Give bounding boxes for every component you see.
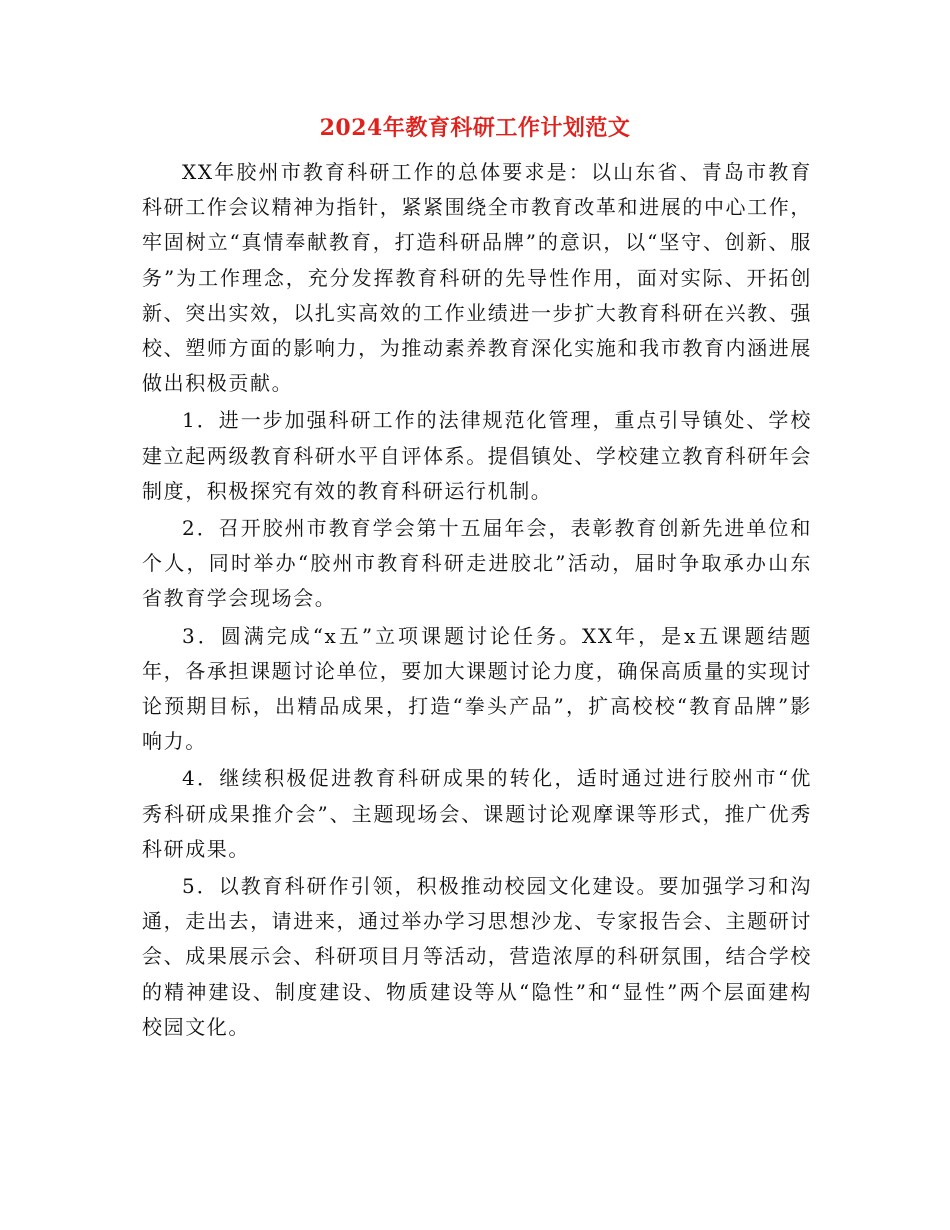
document-title: 2024年教育科研工作计划范文 [319,115,631,141]
document-body [142,155,812,1045]
paragraph-item-5: 5．以教育科研作引领，积极推动校园文化建设。要加强学习和沟通，走出去，请进来，通过举办学习思想沙龙、专家报告会、主题研讨会、成果展示会、科研项目月等活动，营造浓厚的科研氛围，结合学校的精神建设、制度建设、物质建设等从“隐性”和“显性”两个层面建构校园文化。 [142,874,812,1039]
paragraph-item-2: 2．召开胶州市教育学会第十五届年会，表彰教育创新先进单位和个人，同时举办“胶州市教育科研走进胶北”活动，届时争取承办山东省教育学会现场会。 [142,516,812,611]
paragraph-item-3: 3．圆满完成“x五”立项课题讨论任务。XX年，是x五课题结题年，各承担课题讨论单位，要加大课题讨论力度，确保高质量的实现讨论预期目标，出精品成果，打造“拳头产品”，扩高校校“教育品牌”影响力。 [142,623,812,754]
paragraph-intro: XX年胶州市教育科研工作的总体要求是：以山东省、青岛市教育科研工作会议精神为指针，紧紧围绕全市教育改革和进展的中心工作，牢固树立“真情奉献教育，打造科研品牌”的意识，以“坚守、创新、服务”为工作理念，充分发挥教育科研的先导性作用，面对实际、开拓创新、突出实效，以扎实高效的工作业绩进一步扩大教育科研在兴教、强校、塑师方面的影响力，为推动素养教育深化实施和我市教育内涵进展做出积极贡献。 [142,160,812,396]
paragraph-item-4: 4．继续积极促进教育科研成果的转化，适时通过进行胶州市“优秀科研成果推介会”、主题现场会、课题讨论观摩课等形式，推广优秀科研成果。 [142,766,812,861]
paragraph-item-1: 1．进一步加强科研工作的法律规范化管理，重点引导镇处、学校建立起两级教育科研水平自评体系。提倡镇处、学校建立教育科研年会制度，积极探究有效的教育科研运行机制。 [142,408,812,503]
